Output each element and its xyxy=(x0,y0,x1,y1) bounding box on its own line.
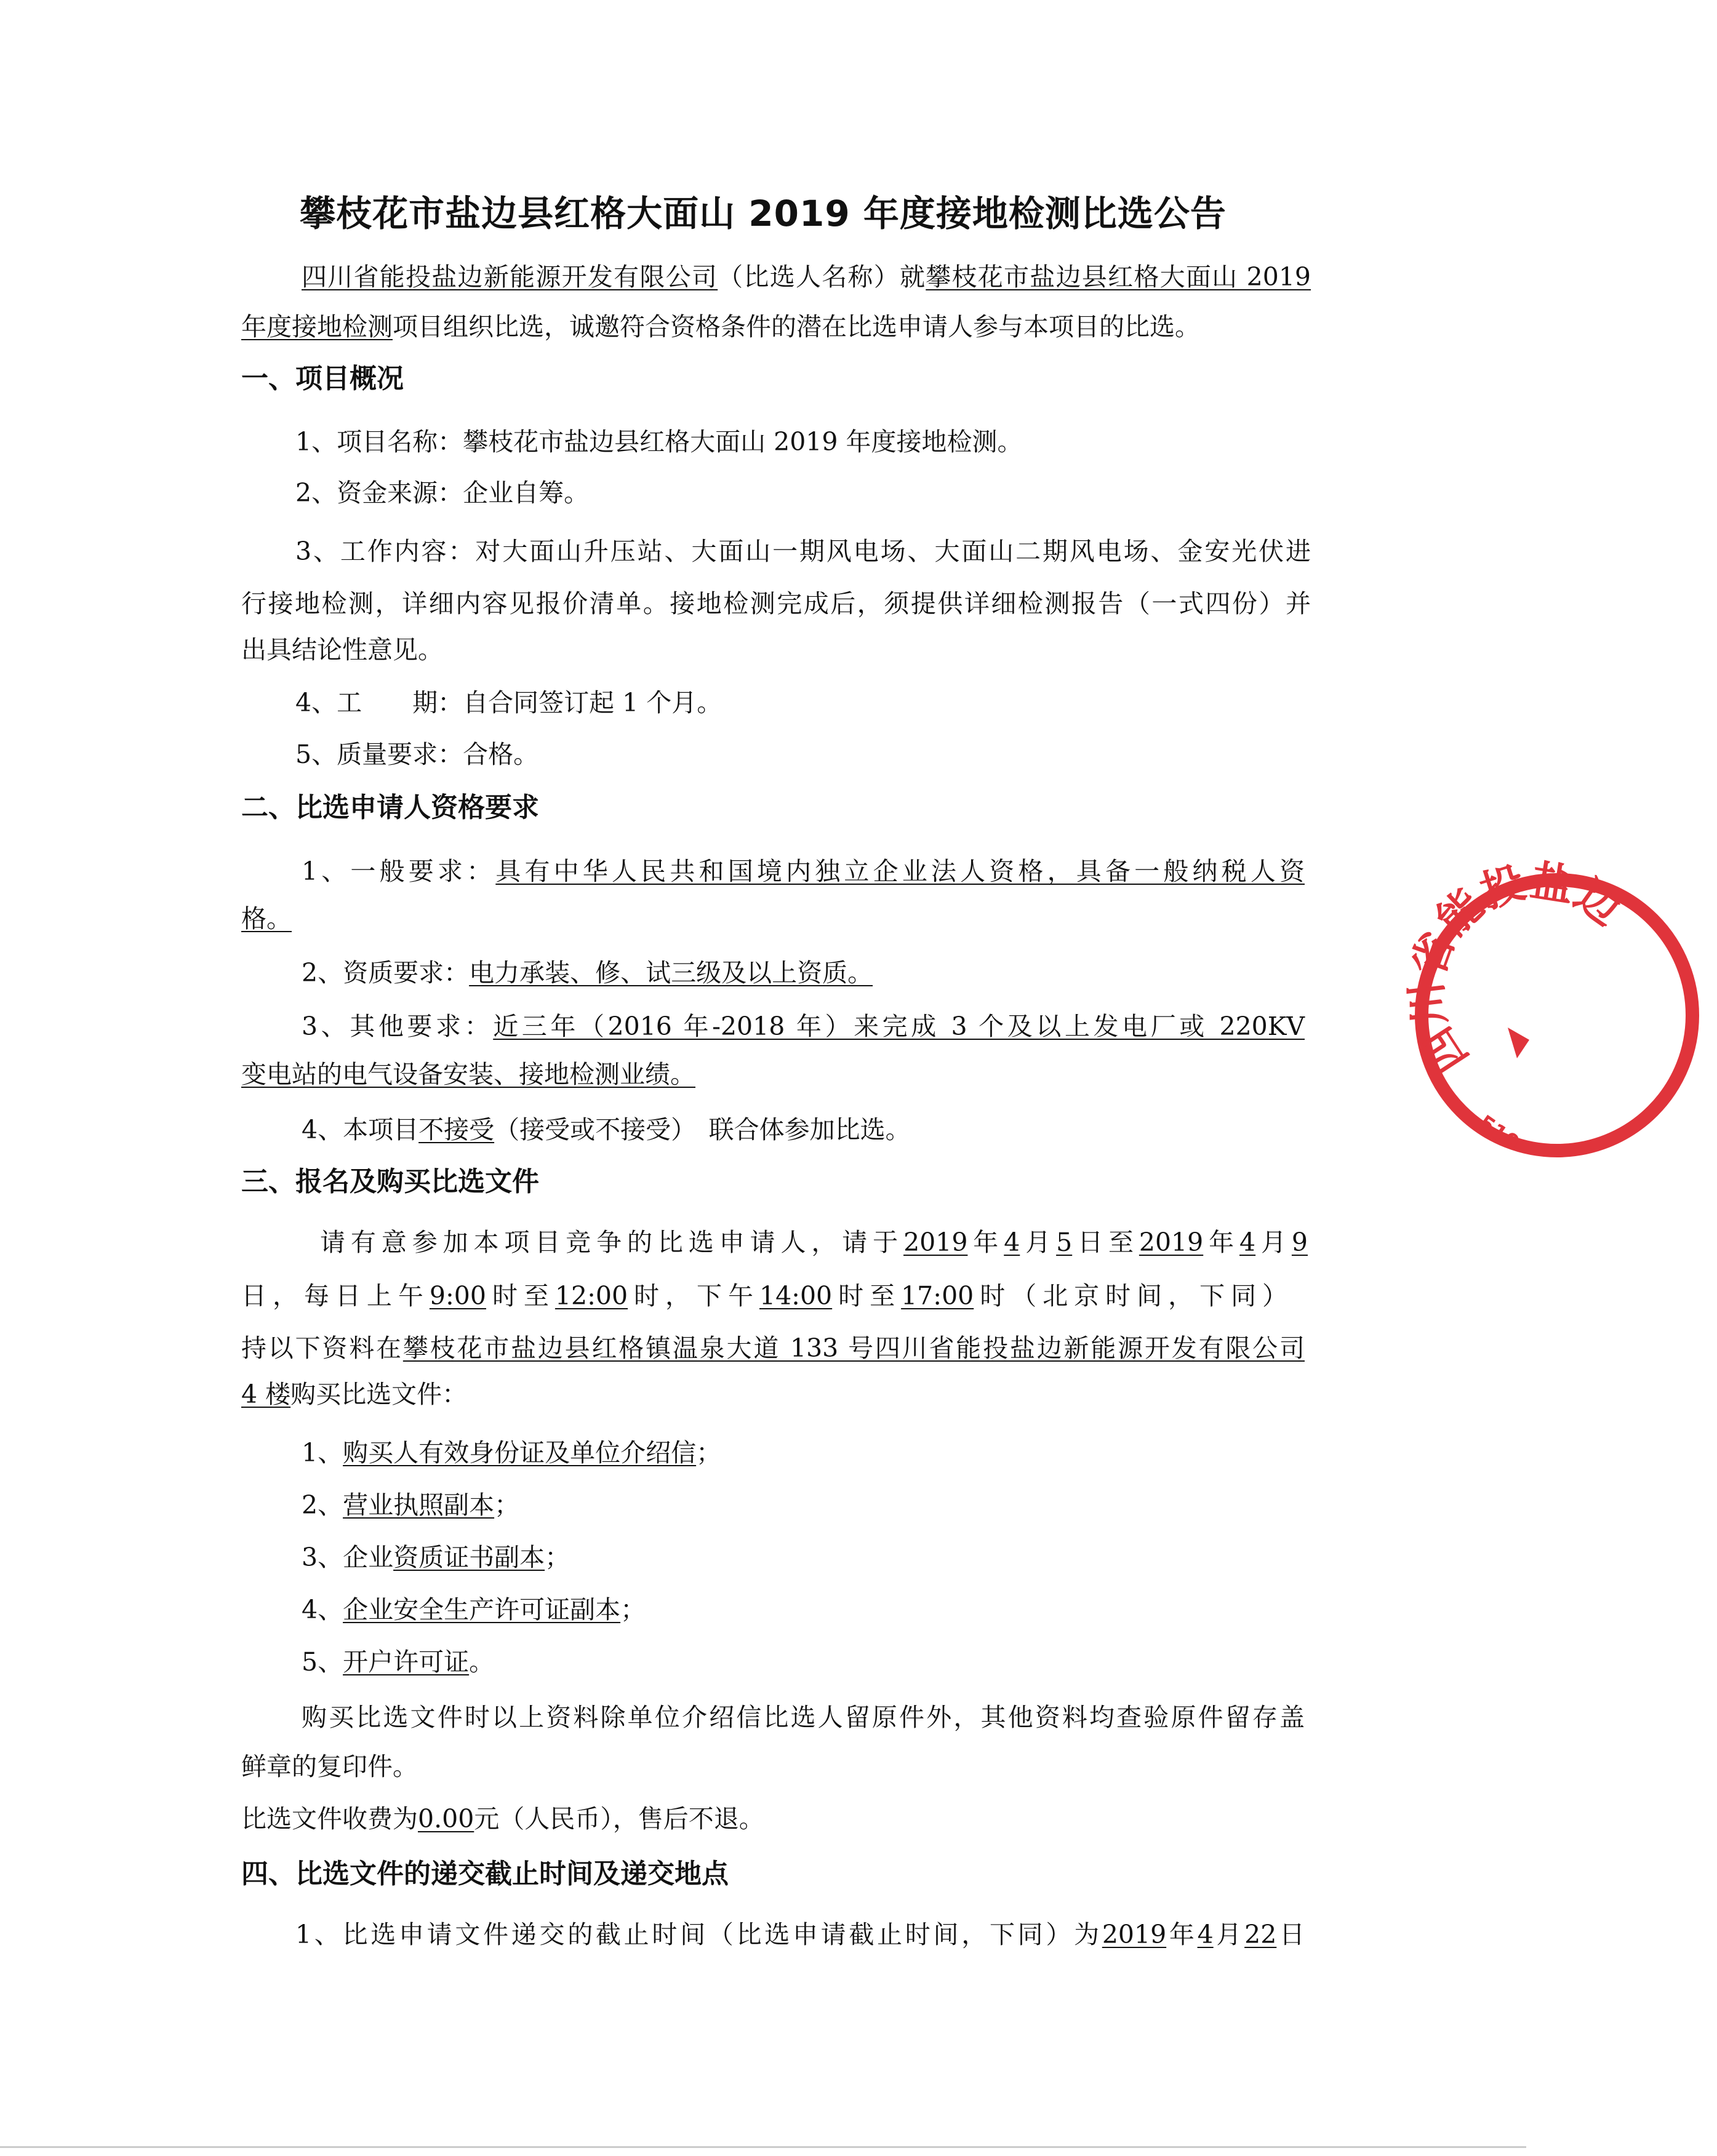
fee-amount: 0.00 xyxy=(418,1804,474,1834)
seal-code: 510 xyxy=(1473,1110,1524,1156)
project-name: 攀枝花市盐边县红格大面山 2019 xyxy=(926,262,1311,292)
section-2-heading: 二、比选申请人资格要求 xyxy=(241,792,539,823)
bidder-name: 四川省能投盐边新能源开发有限公司 xyxy=(302,262,718,292)
s3-para-1: 请有意参加本项目竞争的比选申请人，请于2019年4月5日至2019年4月9 xyxy=(320,1228,1308,1257)
intro-line-1: 四川省能投盐边新能源开发有限公司（比选人名称）就攀枝花市盐边县红格大面山 2019 xyxy=(302,262,1311,292)
page-bottom-edge xyxy=(0,2146,1526,2148)
s1-item-1: 1、项目名称：攀枝花市盐边县红格大面山 2019 年度接地检测。 xyxy=(295,427,1023,457)
s2-item-3b: 变电站的电气设备安装、接地检测业绩。 xyxy=(241,1060,695,1089)
purchase-address: 攀枝花市盐边县红格镇温泉大道 133 号四川省能投盐边新能源开发有限公司 xyxy=(402,1333,1305,1363)
s3-para-4: 4 楼购买比选文件： xyxy=(241,1379,468,1409)
seal-star-icon xyxy=(1508,1028,1529,1058)
s1-item-5: 5、质量要求：合格。 xyxy=(295,740,539,769)
s1-item-3c: 出具结论性意见。 xyxy=(241,635,443,665)
seal-text: 四川省能投盐边 xyxy=(1400,855,1630,1082)
section-1-heading: 一、项目概况 xyxy=(241,363,404,394)
s2-item-2: 2、资质要求：电力承装、修、试三级及以上资质。 xyxy=(302,958,873,988)
document-title: 攀枝花市盐边县红格大面山 2019 年度接地检测比选公告 xyxy=(300,193,1227,234)
s2-item-1b: 格。 xyxy=(241,904,292,933)
s3-list-item-2: 2、营业执照副本； xyxy=(302,1490,520,1520)
intro-line-2: 年度接地检测项目组织比选，诚邀符合资格条件的潜在比选申请人参与本项目的比选。 xyxy=(241,312,1200,341)
s1-item-3b: 行接地检测，详细内容见报价清单。接地检测完成后，须提供详细检测报告（一式四份）并 xyxy=(241,589,1311,618)
s3-list-item-4: 4、企业安全生产许可证副本； xyxy=(302,1595,646,1624)
s3-list-item-1: 1、购买人有效身份证及单位介绍信； xyxy=(302,1438,722,1467)
section-3-heading: 三、报名及购买比选文件 xyxy=(241,1166,539,1197)
s4-item-1: 1、比选申请文件递交的截止时间（比选申请截止时间，下同）为2019年4月22日 xyxy=(295,1920,1305,1949)
s2-item-3a: 3、其他要求：近三年（2016 年-2018 年）来完成 3 个及以上发电厂或 220KV xyxy=(302,1012,1305,1041)
s1-item-3a: 3、工作内容：对大面山升压站、大面山一期风电场、大面山二期风电场、金安光伏进 xyxy=(295,537,1311,566)
section-4-heading: 四、比选文件的递交截止时间及递交地点 xyxy=(241,1858,729,1890)
s2-item-1a: 1、一般要求：具有中华人民共和国境内独立企业法人资格，具备一般纳税人资 xyxy=(302,856,1305,886)
s3-fee: 比选文件收费为0.00元（人民币），售后不退。 xyxy=(241,1804,764,1834)
s3-para-5b: 鲜章的复印件。 xyxy=(241,1752,418,1781)
s3-list-item-5: 5、开户许可证。 xyxy=(302,1647,495,1677)
s3-list-item-3: 3、企业资质证书副本； xyxy=(302,1543,570,1572)
s1-item-2: 2、资金来源：企业自筹。 xyxy=(295,478,590,508)
s3-para-3: 持以下资料在攀枝花市盐边县红格镇温泉大道 133 号四川省能投盐边新能源开发有限公司 xyxy=(241,1333,1305,1363)
s3-para-2: 日，每日上午9:00时至12:00时，下午14:00时至17:00时（北京时间，下同） xyxy=(241,1281,1288,1311)
s1-item-4: 4、工 期：自合同签订起 1 个月。 xyxy=(295,688,722,717)
s3-para-5a: 购买比选文件时以上资料除单位介绍信比选人留原件外，其他资料均查验原件留存盖 xyxy=(302,1703,1305,1732)
company-seal xyxy=(1397,855,1717,1175)
s2-item-4: 4、本项目不接受（接受或不接受） 联合体参加比选。 xyxy=(302,1115,911,1144)
